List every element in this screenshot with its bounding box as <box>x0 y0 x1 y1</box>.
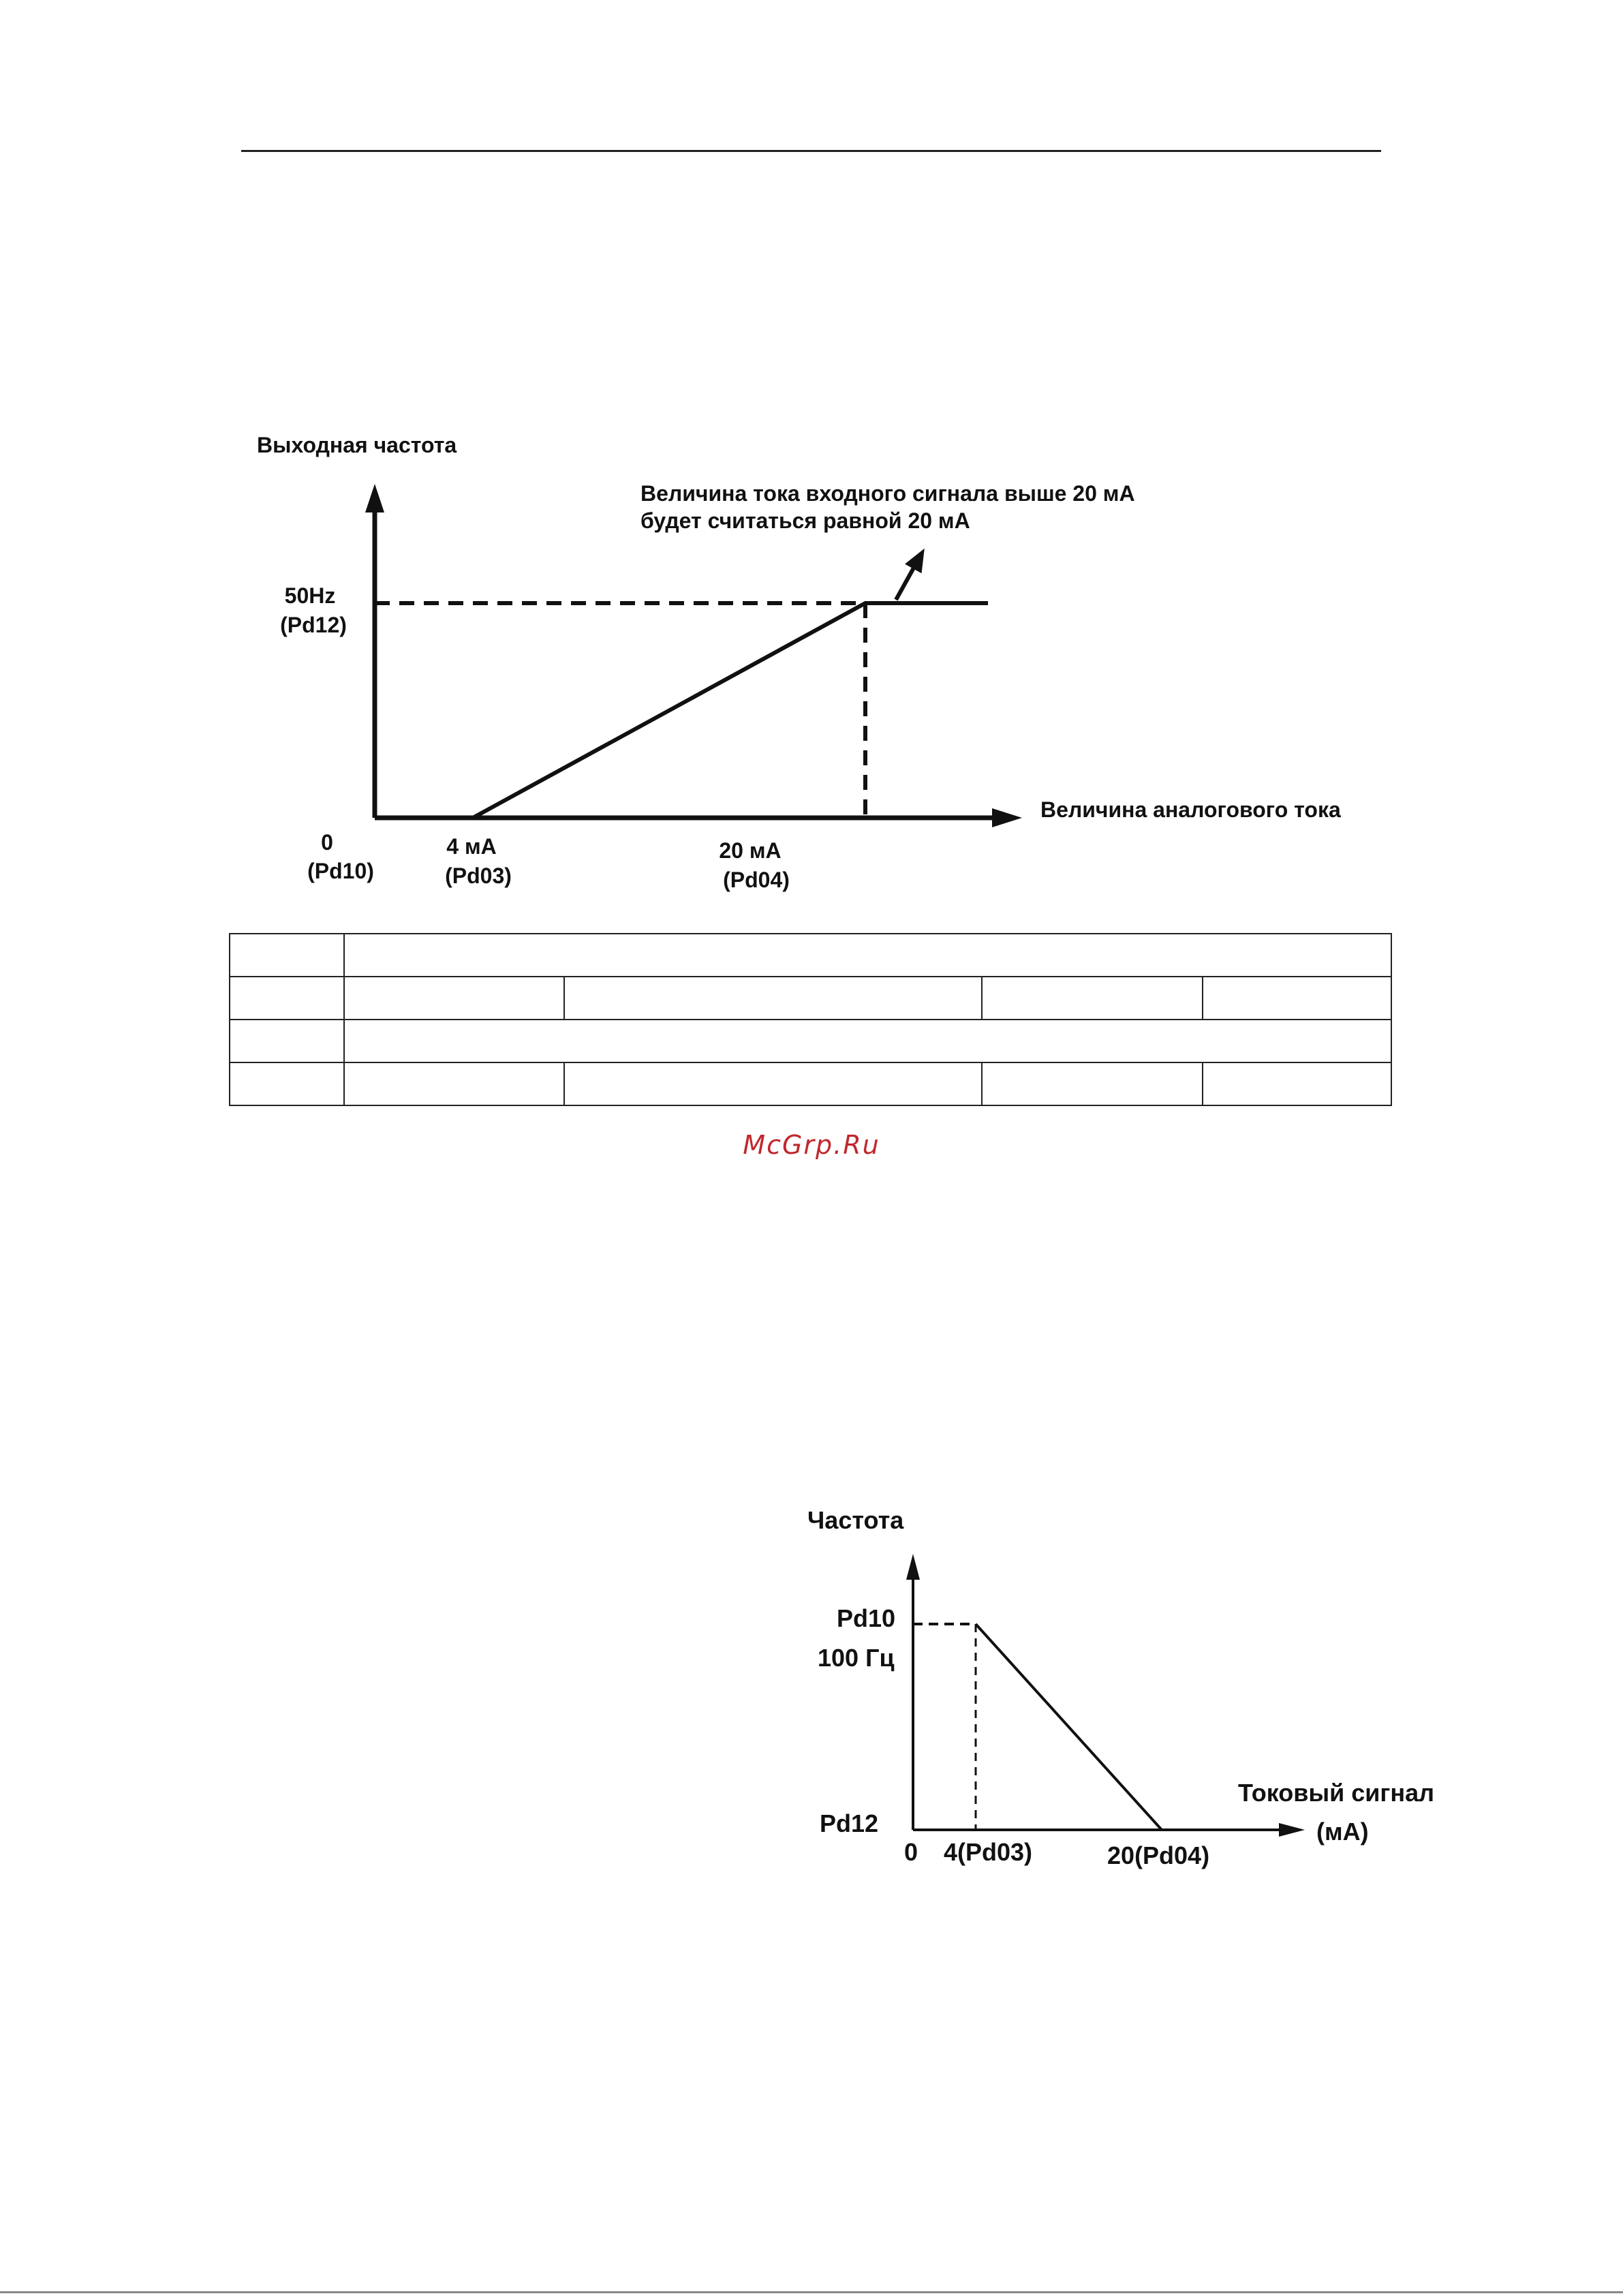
y-axis-arrow-icon <box>906 1554 920 1580</box>
series-output-line <box>473 603 988 818</box>
annotation-line-1: Величина тока входного сигнала выше 20 мА <box>640 481 1135 506</box>
table-row <box>230 934 1391 977</box>
table-cell <box>344 934 1391 977</box>
table-cell <box>1203 977 1391 1020</box>
x-axis-label: Величина аналогового тока <box>1040 797 1341 822</box>
y-tick-bottom-param: Pd12 <box>820 1809 879 1837</box>
x-tick-first: 4(Pd03) <box>944 1838 1033 1866</box>
parameter-table <box>229 933 1392 1106</box>
x-axis-arrow-icon <box>1279 1823 1305 1837</box>
x-tick-zero: 0 <box>904 1838 918 1866</box>
table-row <box>230 977 1391 1020</box>
table-cell <box>564 1062 981 1105</box>
x-tick-0-param: (Pd10) <box>307 859 374 883</box>
x-axis-label-line-1: Токовый сигнал <box>1238 1779 1435 1807</box>
table-cell <box>982 1062 1203 1105</box>
annotation-line-2: будет считаться равной 20 мА <box>640 508 970 533</box>
y-axis-label: Выходная частота <box>257 433 457 457</box>
table-cell <box>982 977 1203 1020</box>
y-tick-param: (Pd12) <box>280 613 347 637</box>
table-cell <box>230 1062 344 1105</box>
x-tick-2-value: 20 мА <box>719 838 782 863</box>
x-tick-second: 20(Pd04) <box>1107 1841 1210 1869</box>
table-row <box>230 1020 1391 1062</box>
table-cell <box>230 934 344 977</box>
chart-output-frequency-vs-current <box>0 0 1623 906</box>
x-axis-arrow-icon <box>992 808 1022 827</box>
y-axis-arrow-icon <box>365 484 384 512</box>
series-frequency-line <box>976 1624 1162 1830</box>
y-tick-top-value: 100 Гц <box>818 1644 895 1672</box>
footer-rule <box>0 2291 1623 2293</box>
x-tick-0-value: 0 <box>321 830 333 855</box>
table-cell <box>230 1020 344 1062</box>
x-tick-2-param: (Pd04) <box>723 868 790 892</box>
table-cell <box>230 977 344 1020</box>
x-tick-1-param: (Pd03) <box>445 863 512 888</box>
table-cell <box>564 977 981 1020</box>
table-cell <box>1203 1062 1391 1105</box>
table-cell <box>344 1062 565 1105</box>
table-cell <box>344 1020 1391 1062</box>
x-tick-1-value: 4 мА <box>446 834 497 859</box>
table-row <box>230 1062 1391 1105</box>
table-cell <box>344 977 565 1020</box>
y-axis-label: Частота <box>807 1506 904 1534</box>
x-axis-label-line-2: (мА) <box>1316 1818 1369 1846</box>
y-tick-value: 50Hz <box>284 583 336 608</box>
y-tick-top-param: Pd10 <box>837 1604 896 1632</box>
watermark: McGrp.Ru <box>743 1130 880 1160</box>
